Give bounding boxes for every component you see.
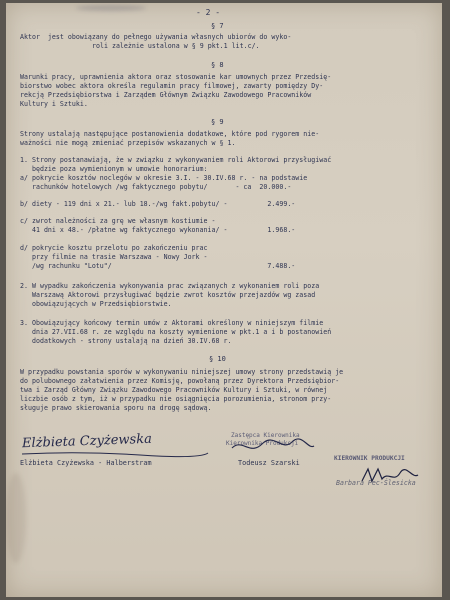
section-10-line-3: twa i Zarząd Główny Związku Zawodowego Pracowników Kultury i Sztuki, w równej	[20, 386, 328, 394]
section-9-item3-line-3: dodatkowych - strony ustalają na dzień 30.IV.68 r.	[20, 337, 232, 345]
section-7-heading: § 7	[211, 22, 224, 30]
section-8-line-3: rekcją Przedsiębiorstwa i Zarządem Głównym Związku Zawodowego Pracowników	[20, 91, 312, 99]
section-9-item2-line-3: obowiązujących w Przedsiębiorstwie.	[20, 300, 172, 308]
ink-smudge	[6, 473, 26, 563]
section-8-line-4: Kultury i Sztuki.	[20, 100, 88, 108]
section-9-item3-line-1: 3. Obowiązujący końcowy termin umów z Aktorami określony w niniejszym filmie	[20, 319, 324, 327]
middle-signature-scribble	[228, 436, 318, 458]
section-9-item1-line-7: 41 dni x 48.- /płatne wg faktycznego wykonania/ - 1.968.-	[20, 226, 296, 234]
section-9-item1-line-6: c/ zwrot należności za grę we własnym kostiumie -	[20, 217, 216, 225]
section-9-item2-line-2: Warszawą Aktorowi przysługiwać będzie zwrot kosztów przejazdów wg zasad	[20, 291, 316, 299]
section-9-item1-line-4: rachunków hotelowych /wg faktycznego pobytu/ - ca 20.000.-	[20, 183, 292, 191]
section-9-intro-2: ważności nie mogą zmieniać przepisów wskazanych w § 1.	[20, 139, 236, 147]
left-signatory-name: Elżbieta Czyżewska - Halberstram	[20, 459, 152, 467]
section-7-line-1: Aktor jest obowiązany do pełnego używania własnych ubiorów do wyko-	[20, 33, 292, 41]
left-signature-underline	[20, 450, 210, 458]
left-handwritten-signature: Elżbieta Czyżewska	[21, 431, 153, 452]
section-9-heading: § 9	[211, 118, 224, 126]
section-8-heading: § 8	[211, 61, 224, 69]
section-9-item1-line-8: d/ pokrycie kosztu przelotu po zakończeniu prac	[20, 244, 208, 252]
section-10-line-4: liczbie osób z tym, iż w przypadku nie osiągnięcia porozumienia, stronom przy-	[20, 395, 332, 403]
section-9-item2-line-1: 2. W wypadku zakończenia wykonywania prac związanych z wykonaniem roli poza	[20, 282, 320, 290]
section-9-item1-line-10: /wg rachunku "Lotu"/ 7.488.-	[20, 262, 296, 270]
section-9-item1-line-1: 1. Strony postanawiają, że w związku z wykonywaniem roli Aktorowi przysługiwać	[20, 156, 332, 164]
right-stamp: KIEROWNIK PRODUKCJI	[334, 455, 405, 462]
section-10-line-1: W przypadku powstania sporów w wykonywaniu niniejszej umowy strony przedstawią je	[20, 368, 344, 376]
middle-stamp-line-2: Kierownika Produkcji	[226, 440, 299, 447]
section-9-item1-line-5: b/ diety - 119 dni x 21.- lub 18.-/wg fakt.pobytu/ - 2.499.-	[20, 200, 296, 208]
right-signatory-name: Barbara Pec-Ślesicka	[336, 479, 416, 487]
ink-smudge	[76, 5, 146, 11]
section-8-line-2: biorstwo wobec aktora określa regulamin pracy filmowej, zawarty pomiędzy Dy-	[20, 82, 324, 90]
section-10-line-5: sługuje prawo skierowania sporu na drogę sądową.	[20, 404, 212, 412]
section-9-item1-line-9: przy filmie na trasie Warszawa - Nowy Jork -	[20, 253, 208, 261]
middle-stamp-line-1: Zastępca Kierownika	[231, 432, 300, 439]
section-10-line-2: do polubownego załatwienia przez Komisję, powołaną przez Dyrektora Przedsiębior-	[20, 377, 340, 385]
section-9-item1-line-3: a/ pokrycie kosztów noclegów w okresie 3.I. - 30.IV.68 r. - na podstawie	[20, 174, 308, 182]
section-9-item1-line-2: będzie poza wymienionym w umowie honorarium:	[20, 165, 208, 173]
page-number: - 2 -	[196, 8, 221, 17]
middle-signatory-name: Todeusz Szarski	[238, 459, 300, 467]
document-page	[6, 3, 442, 597]
section-8-line-1: Warunki pracy, uprawnienia aktora oraz stosowanie kar umownych przez Przedsię-	[20, 73, 332, 81]
section-10-heading: § 10	[209, 355, 226, 363]
section-7-line-2: roli zależnie ustalona w § 9 pkt.1 lit.c/.	[92, 42, 260, 50]
section-9-item3-line-2: dnia 27.VII.68 r. ze względu na koszty wymienione w pkt.1 a i b postanowień	[20, 328, 332, 336]
section-9-intro-1: Strony ustalają następujące postanowienia dodatkowe, które pod rygorem nie-	[20, 130, 320, 138]
